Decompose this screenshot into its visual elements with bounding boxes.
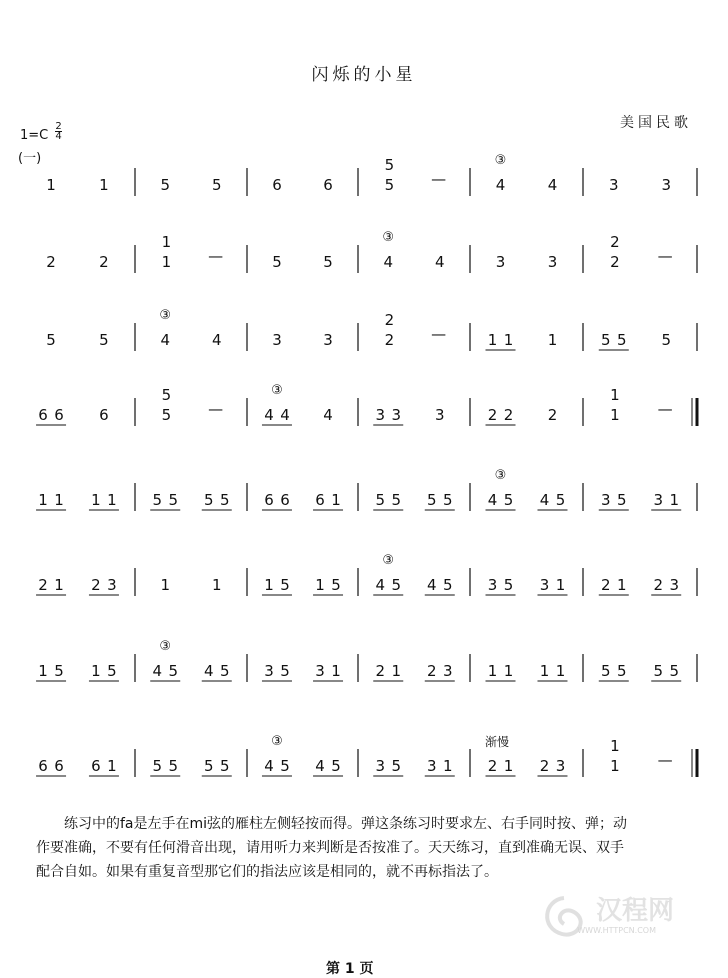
note: 1 <box>315 576 325 594</box>
note: 3 <box>107 576 117 594</box>
note: 5 <box>601 331 611 349</box>
tempo-mark: 渐慢 <box>484 735 510 749</box>
note: 5 <box>375 491 386 509</box>
dash-rest: — <box>431 325 447 343</box>
note: 4 <box>211 331 222 349</box>
note: 5 <box>555 491 566 509</box>
note: 6 <box>38 757 48 775</box>
finger-mark: ③ <box>271 734 283 749</box>
note: 1 <box>331 491 341 509</box>
note: 5 <box>280 757 290 775</box>
chord-note: 1 <box>610 757 620 775</box>
note: 4 <box>264 757 274 775</box>
watermark-url: WWW.HTTPCN.COM <box>577 926 656 935</box>
chord-note: 1 <box>161 253 172 271</box>
note: 6 <box>272 176 282 194</box>
note: 1 <box>160 576 171 594</box>
chord-note: 1 <box>610 737 620 755</box>
note: 1 <box>91 662 101 680</box>
note: 5 <box>203 491 214 509</box>
chord-note: 2 <box>384 331 395 349</box>
note: 2 <box>375 662 386 680</box>
note: 5 <box>391 491 402 509</box>
note: 5 <box>601 662 611 680</box>
note: 1 <box>669 491 679 509</box>
chord-note: 5 <box>161 386 172 404</box>
note: 5 <box>391 576 402 594</box>
note: 4 <box>375 576 386 594</box>
note: 4 <box>487 491 498 509</box>
note: 1 <box>487 662 498 680</box>
note: 5 <box>391 757 402 775</box>
note: 3 <box>272 331 282 349</box>
dash-rest: — <box>657 751 673 769</box>
note: 6 <box>54 406 64 424</box>
note: 1 <box>107 491 117 509</box>
note: 2 <box>547 406 558 424</box>
finger-mark: ③ <box>159 639 172 654</box>
finger-mark: ③ <box>382 230 395 245</box>
paragraph-line: 练习中的fa是左手在mi弦的雁柱左侧轻按而得。弹这条练习时要求左、右手同时按、弹；动 <box>64 816 628 832</box>
note: 1 <box>264 576 274 594</box>
note: 5 <box>168 757 179 775</box>
note: 4 <box>547 176 558 194</box>
watermark-logo <box>534 882 714 952</box>
note: 3 <box>653 491 663 509</box>
song-origin: 美国民歌 <box>620 115 692 131</box>
note: 1 <box>442 757 453 775</box>
chord-note: 5 <box>384 176 395 194</box>
finger-mark: ③ <box>494 468 507 483</box>
note: 1 <box>555 662 566 680</box>
note: 6 <box>99 406 109 424</box>
swirl-icon <box>534 888 594 948</box>
note: 1 <box>54 491 64 509</box>
note: 5 <box>46 331 56 349</box>
note: 1 <box>555 576 566 594</box>
note: 5 <box>168 662 179 680</box>
chord-note: 1 <box>610 406 620 424</box>
note: 3 <box>609 176 619 194</box>
note: 3 <box>539 576 550 594</box>
dash-rest: — <box>657 247 673 265</box>
note: 5 <box>203 757 214 775</box>
note: 1 <box>46 176 56 194</box>
note: 6 <box>54 757 64 775</box>
note: 5 <box>442 576 453 594</box>
note: 4 <box>152 662 163 680</box>
note: 5 <box>617 491 627 509</box>
dash-rest: — <box>208 247 224 265</box>
note: 3 <box>442 662 453 680</box>
note: 4 <box>280 406 290 424</box>
note: 1 <box>331 662 341 680</box>
note: 1 <box>38 662 48 680</box>
note: 4 <box>323 406 333 424</box>
note: 6 <box>264 491 274 509</box>
note: 2 <box>91 576 101 594</box>
note: 3 <box>375 757 386 775</box>
note: 2 <box>426 662 437 680</box>
note: 1 <box>503 331 514 349</box>
finger-mark: ③ <box>382 553 395 568</box>
finger-mark: ③ <box>494 153 507 168</box>
page-number: 第 1 页 <box>326 961 374 977</box>
note: 5 <box>219 491 230 509</box>
note: 5 <box>503 576 514 594</box>
note: 4 <box>264 406 274 424</box>
note: 5 <box>152 757 163 775</box>
note: 3 <box>264 662 274 680</box>
note: 5 <box>323 253 333 271</box>
finger-mark: ③ <box>159 308 172 323</box>
key-signature: 1=C <box>20 128 49 143</box>
note: 2 <box>539 757 550 775</box>
note: 2 <box>653 576 663 594</box>
chord-note: 5 <box>161 406 172 424</box>
note: 2 <box>503 406 514 424</box>
note: 3 <box>661 176 671 194</box>
note: 5 <box>442 491 453 509</box>
note: 1 <box>487 331 498 349</box>
note: 1 <box>54 576 64 594</box>
chord-note: 2 <box>610 253 620 271</box>
note: 3 <box>487 576 498 594</box>
note: 3 <box>601 491 611 509</box>
chord-note: 1 <box>161 233 172 251</box>
time-denominator: 4 <box>55 131 62 142</box>
note: 4 <box>426 576 437 594</box>
note: 1 <box>503 757 514 775</box>
dash-rest: — <box>431 170 447 188</box>
note: 3 <box>375 406 386 424</box>
note: 5 <box>661 331 671 349</box>
paragraph-line: 作要准确，不要有任何滑音出现，请用听力来判断是否按准了。天天练习，直到准确无误、双手 <box>36 840 624 856</box>
note: 2 <box>487 406 498 424</box>
finger-mark: ③ <box>271 383 283 398</box>
note: 1 <box>547 331 558 349</box>
note: 5 <box>503 491 514 509</box>
note: 5 <box>99 331 109 349</box>
note: 6 <box>323 176 333 194</box>
note: 4 <box>160 331 171 349</box>
note: 3 <box>315 662 325 680</box>
song-title: 闪烁的小星 <box>311 65 417 85</box>
note: 5 <box>168 491 179 509</box>
note: 5 <box>211 176 222 194</box>
instruction-paragraph <box>36 812 700 884</box>
note: 1 <box>617 576 627 594</box>
note: 6 <box>315 491 325 509</box>
note: 1 <box>539 662 550 680</box>
note: 5 <box>669 662 679 680</box>
note: 3 <box>547 253 558 271</box>
chord-note: 1 <box>610 386 620 404</box>
note: 4 <box>495 176 506 194</box>
chord-note: 2 <box>610 233 620 251</box>
watermark-text: 汉程网 <box>595 896 674 926</box>
note: 1 <box>391 662 402 680</box>
note: 4 <box>315 757 325 775</box>
note: 3 <box>555 757 566 775</box>
note: 5 <box>160 176 171 194</box>
dash-rest: — <box>657 400 673 418</box>
note: 5 <box>280 662 290 680</box>
paragraph-line: 配合自如。如果有重复音型那它们的指法应该是相同的，就不再标指法了。 <box>36 864 498 880</box>
note: 5 <box>219 757 230 775</box>
note: 1 <box>99 176 109 194</box>
note: 6 <box>91 757 101 775</box>
note: 5 <box>272 253 282 271</box>
note: 4 <box>203 662 214 680</box>
note: 5 <box>107 662 117 680</box>
note: 1 <box>91 491 101 509</box>
time-numerator: 2 <box>55 121 62 132</box>
note: 5 <box>617 662 627 680</box>
dash-rest: — <box>208 400 224 418</box>
note: 4 <box>383 253 394 271</box>
note: 5 <box>426 491 437 509</box>
note: 1 <box>107 757 117 775</box>
note: 1 <box>211 576 222 594</box>
note: 5 <box>617 331 627 349</box>
note: 5 <box>280 576 290 594</box>
note: 3 <box>391 406 402 424</box>
chord-note: 2 <box>384 311 395 329</box>
note: 4 <box>539 491 550 509</box>
note: 2 <box>601 576 611 594</box>
note: 6 <box>38 406 48 424</box>
note: 3 <box>323 331 333 349</box>
note: 4 <box>434 253 445 271</box>
note: 3 <box>495 253 506 271</box>
note: 1 <box>38 491 48 509</box>
note: 2 <box>99 253 109 271</box>
note: 6 <box>280 491 290 509</box>
note: 2 <box>46 253 56 271</box>
chord-note: 5 <box>384 156 395 174</box>
note: 5 <box>331 757 341 775</box>
note: 2 <box>38 576 48 594</box>
note: 3 <box>426 757 437 775</box>
note: 5 <box>653 662 663 680</box>
note: 1 <box>503 662 514 680</box>
note: 3 <box>434 406 445 424</box>
note: 3 <box>669 576 679 594</box>
section-label: (一) <box>18 151 42 166</box>
note: 5 <box>152 491 163 509</box>
note: 5 <box>54 662 64 680</box>
note: 5 <box>331 576 341 594</box>
note: 2 <box>487 757 498 775</box>
note: 5 <box>219 662 230 680</box>
